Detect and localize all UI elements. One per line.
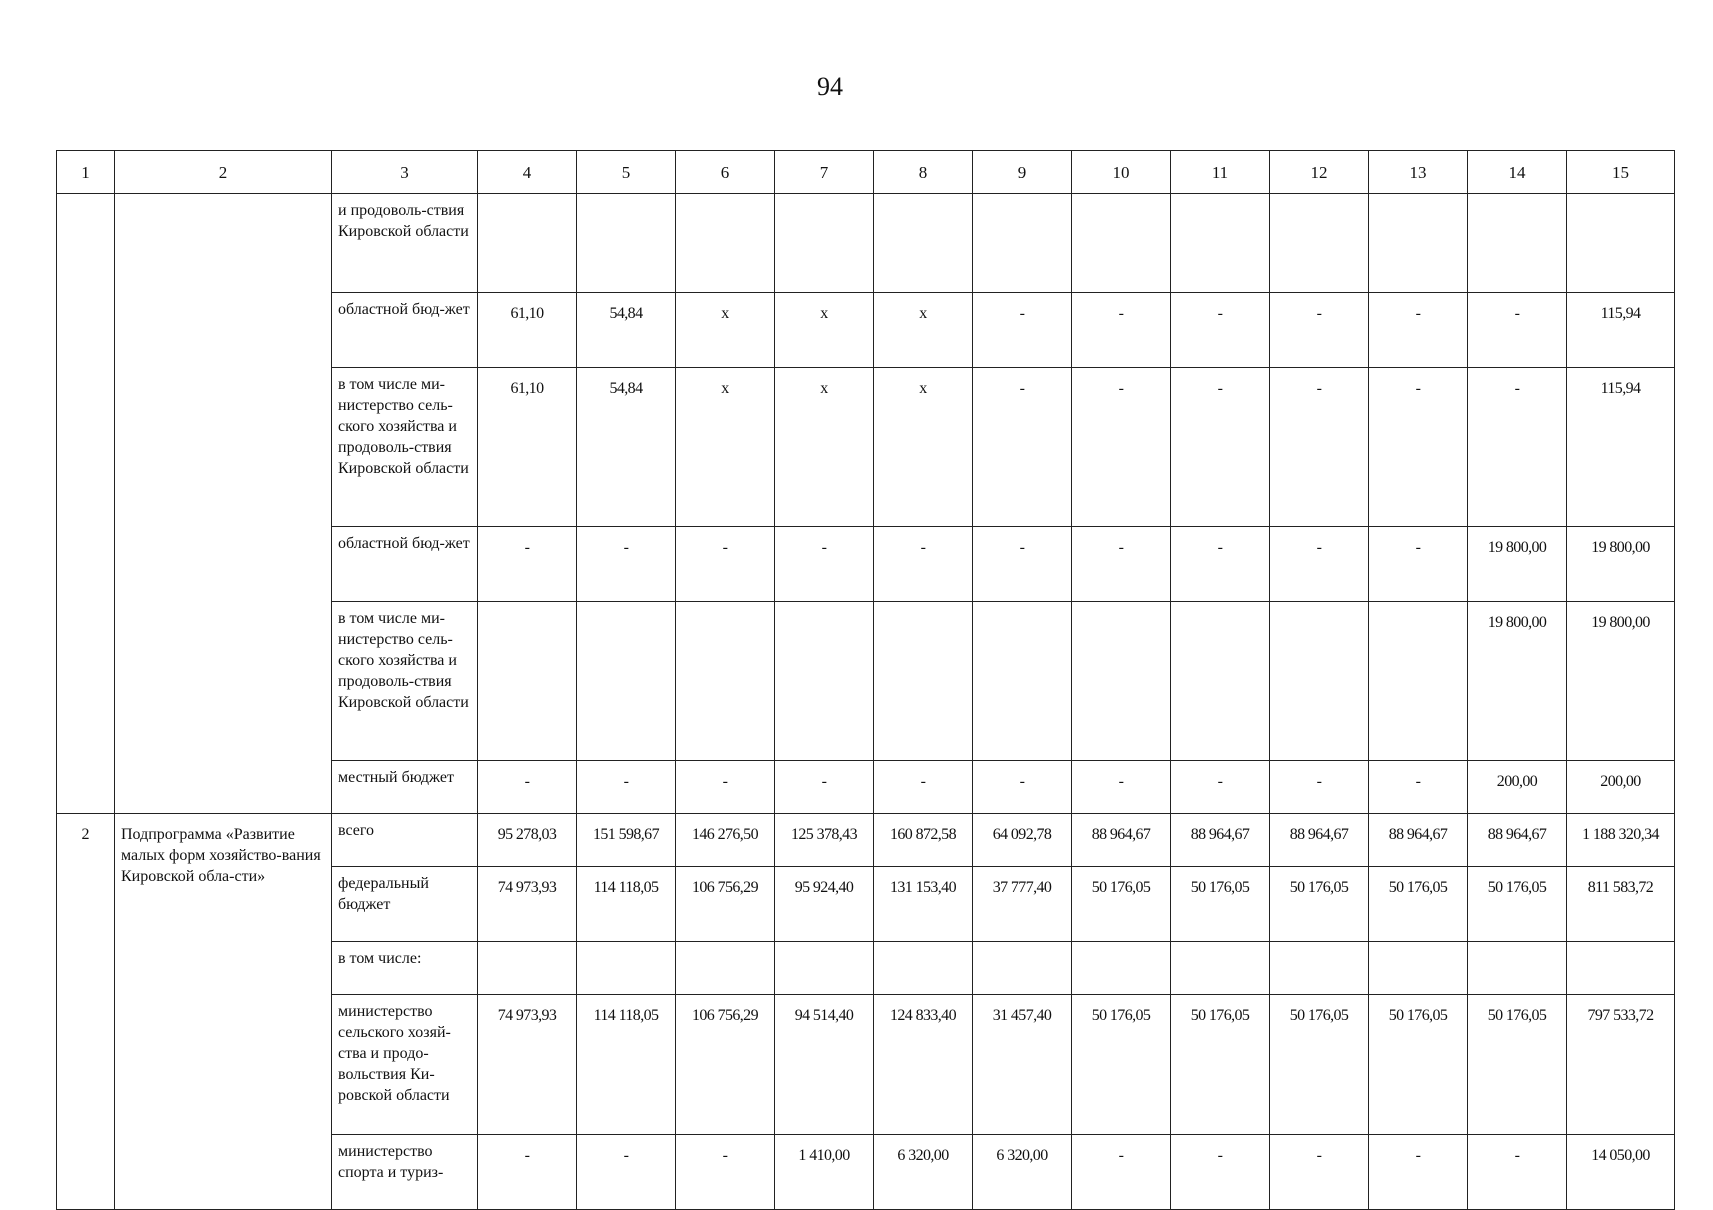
- value-cell: 200,00: [1468, 761, 1567, 814]
- col-header: 14: [1468, 151, 1567, 194]
- value-cell: 50 176,05: [1369, 995, 1468, 1135]
- value-cell: -: [1171, 368, 1270, 527]
- value-cell: -: [1072, 527, 1171, 602]
- table-row: [57, 194, 1675, 293]
- value-cell: -: [577, 527, 676, 602]
- value-cell: 114 118,05: [577, 995, 676, 1135]
- value-cell: 50 176,05: [1270, 867, 1369, 942]
- value-cell: -: [1369, 368, 1468, 527]
- value-cell: 50 176,05: [1171, 867, 1270, 942]
- col-header: 8: [874, 151, 973, 194]
- funding-source-cell: в том числе ми-нистерство сель-ского хозяйства и продоволь-ствия Кировской области: [332, 602, 478, 761]
- value-cell: -: [1171, 761, 1270, 814]
- value-cell: [1072, 602, 1171, 761]
- value-cell: -: [676, 1135, 775, 1210]
- value-cell: 50 176,05: [1270, 995, 1369, 1135]
- value-cell: -: [1171, 527, 1270, 602]
- value-cell: -: [775, 761, 874, 814]
- value-cell: 61,10: [478, 293, 577, 368]
- funding-source-cell: федеральный бюджет: [332, 867, 478, 942]
- value-cell: 125 378,43: [775, 814, 874, 867]
- value-cell: 151 598,67: [577, 814, 676, 867]
- funding-source-cell: областной бюд-жет: [332, 293, 478, 368]
- value-cell: [577, 602, 676, 761]
- value-cell: -: [676, 761, 775, 814]
- value-cell: -: [1270, 527, 1369, 602]
- value-cell: [1171, 942, 1270, 995]
- value-cell: 50 176,05: [1171, 995, 1270, 1135]
- value-cell: [478, 194, 577, 293]
- funding-source-cell: министерство спорта и туриз-: [332, 1135, 478, 1210]
- value-cell: -: [1369, 527, 1468, 602]
- col-header: 2: [115, 151, 332, 194]
- funding-source-cell: в том числе ми-нистерство сель-ского хозяйства и продоволь-ствия Кировской области: [332, 368, 478, 527]
- value-cell: [1567, 942, 1675, 995]
- value-cell: -: [577, 1135, 676, 1210]
- value-cell: 64 092,78: [973, 814, 1072, 867]
- value-cell: -: [478, 761, 577, 814]
- col-header: 9: [973, 151, 1072, 194]
- value-cell: -: [874, 527, 973, 602]
- value-cell: [775, 602, 874, 761]
- value-cell: [973, 602, 1072, 761]
- value-cell: 106 756,29: [676, 995, 775, 1135]
- value-cell: 94 514,40: [775, 995, 874, 1135]
- value-cell: -: [1270, 1135, 1369, 1210]
- value-cell: -: [577, 761, 676, 814]
- value-cell: -: [478, 527, 577, 602]
- value-cell: 95 924,40: [775, 867, 874, 942]
- value-cell: [775, 194, 874, 293]
- value-cell: -: [1171, 1135, 1270, 1210]
- value-cell: -: [1072, 293, 1171, 368]
- value-cell: 6 320,00: [973, 1135, 1072, 1210]
- value-cell: [1369, 942, 1468, 995]
- value-cell: -: [1468, 1135, 1567, 1210]
- col-header: 12: [1270, 151, 1369, 194]
- row-number-cell: [57, 194, 115, 814]
- page-number: 94: [817, 72, 843, 101]
- value-cell: -: [1072, 761, 1171, 814]
- value-cell: 37 777,40: [973, 867, 1072, 942]
- col-header: 4: [478, 151, 577, 194]
- value-cell: 146 276,50: [676, 814, 775, 867]
- value-cell: 54,84: [577, 368, 676, 527]
- value-cell: 1 188 320,34: [1567, 814, 1675, 867]
- value-cell: [1468, 194, 1567, 293]
- value-cell: [1369, 602, 1468, 761]
- funding-source-cell: в том числе:: [332, 942, 478, 995]
- value-cell: [1567, 194, 1675, 293]
- value-cell: -: [478, 1135, 577, 1210]
- value-cell: 50 176,05: [1072, 995, 1171, 1135]
- value-cell: 95 278,03: [478, 814, 577, 867]
- table-row: [57, 814, 1675, 867]
- value-cell: 19 800,00: [1468, 602, 1567, 761]
- funding-source-cell: местный бюджет: [332, 761, 478, 814]
- col-header: 13: [1369, 151, 1468, 194]
- value-cell: -: [1072, 368, 1171, 527]
- value-cell: -: [1468, 368, 1567, 527]
- value-cell: [874, 602, 973, 761]
- funding-source-cell: министерство сельского хозяй-ства и продо-вольствия Ки-ровской области: [332, 995, 478, 1135]
- value-cell: 124 833,40: [874, 995, 973, 1135]
- value-cell: x: [874, 368, 973, 527]
- value-cell: 50 176,05: [1072, 867, 1171, 942]
- value-cell: [478, 942, 577, 995]
- value-cell: -: [973, 527, 1072, 602]
- funding-source-cell: и продоволь-ствия Кировской области: [332, 194, 478, 293]
- header-row: [57, 151, 1675, 194]
- value-cell: 6 320,00: [874, 1135, 973, 1210]
- value-cell: 811 583,72: [1567, 867, 1675, 942]
- value-cell: [1270, 602, 1369, 761]
- value-cell: -: [775, 527, 874, 602]
- value-cell: x: [676, 293, 775, 368]
- budget-table: [56, 150, 1675, 1210]
- value-cell: [775, 942, 874, 995]
- value-cell: 115,94: [1567, 293, 1675, 368]
- value-cell: [577, 194, 676, 293]
- value-cell: 61,10: [478, 368, 577, 527]
- value-cell: 106 756,29: [676, 867, 775, 942]
- value-cell: 19 800,00: [1567, 602, 1675, 761]
- funding-source-cell: всего: [332, 814, 478, 867]
- value-cell: -: [1171, 293, 1270, 368]
- value-cell: 19 800,00: [1567, 527, 1675, 602]
- col-header: 7: [775, 151, 874, 194]
- col-header: 15: [1567, 151, 1675, 194]
- value-cell: -: [676, 527, 775, 602]
- value-cell: [1468, 942, 1567, 995]
- value-cell: -: [973, 293, 1072, 368]
- value-cell: 50 176,05: [1468, 995, 1567, 1135]
- value-cell: -: [874, 761, 973, 814]
- value-cell: 19 800,00: [1468, 527, 1567, 602]
- value-cell: [1072, 942, 1171, 995]
- value-cell: [874, 942, 973, 995]
- value-cell: -: [1369, 1135, 1468, 1210]
- value-cell: -: [1270, 761, 1369, 814]
- value-cell: [973, 942, 1072, 995]
- value-cell: [1171, 602, 1270, 761]
- value-cell: [1270, 194, 1369, 293]
- value-cell: 115,94: [1567, 368, 1675, 527]
- value-cell: [478, 602, 577, 761]
- value-cell: -: [1369, 293, 1468, 368]
- value-cell: -: [973, 761, 1072, 814]
- row-number-cell: 2: [57, 814, 115, 1210]
- value-cell: [676, 602, 775, 761]
- value-cell: -: [1072, 1135, 1171, 1210]
- value-cell: 88 964,67: [1072, 814, 1171, 867]
- value-cell: [973, 194, 1072, 293]
- value-cell: [676, 194, 775, 293]
- col-header: 1: [57, 151, 115, 194]
- col-header: 11: [1171, 151, 1270, 194]
- value-cell: 1 410,00: [775, 1135, 874, 1210]
- value-cell: [676, 942, 775, 995]
- value-cell: 50 176,05: [1468, 867, 1567, 942]
- value-cell: 200,00: [1567, 761, 1675, 814]
- value-cell: 88 964,67: [1468, 814, 1567, 867]
- value-cell: [1171, 194, 1270, 293]
- value-cell: 88 964,67: [1369, 814, 1468, 867]
- value-cell: 14 050,00: [1567, 1135, 1675, 1210]
- value-cell: 54,84: [577, 293, 676, 368]
- funding-source-cell: областной бюд-жет: [332, 527, 478, 602]
- value-cell: 797 533,72: [1567, 995, 1675, 1135]
- value-cell: [1369, 194, 1468, 293]
- value-cell: 114 118,05: [577, 867, 676, 942]
- value-cell: 88 964,67: [1270, 814, 1369, 867]
- value-cell: 74 973,93: [478, 867, 577, 942]
- value-cell: -: [1270, 368, 1369, 527]
- value-cell: 160 872,58: [874, 814, 973, 867]
- col-header: 10: [1072, 151, 1171, 194]
- value-cell: 88 964,67: [1171, 814, 1270, 867]
- value-cell: [1072, 194, 1171, 293]
- value-cell: x: [874, 293, 973, 368]
- program-name-cell: Подпрограмма «Развитие малых форм хозяйство-вания Кировской обла-сти»: [115, 814, 332, 1210]
- value-cell: 74 973,93: [478, 995, 577, 1135]
- value-cell: [577, 942, 676, 995]
- value-cell: [1270, 942, 1369, 995]
- value-cell: x: [775, 293, 874, 368]
- value-cell: -: [1270, 293, 1369, 368]
- value-cell: 50 176,05: [1369, 867, 1468, 942]
- value-cell: x: [676, 368, 775, 527]
- col-header: 3: [332, 151, 478, 194]
- value-cell: 31 457,40: [973, 995, 1072, 1135]
- value-cell: [874, 194, 973, 293]
- value-cell: 131 153,40: [874, 867, 973, 942]
- value-cell: -: [1468, 293, 1567, 368]
- value-cell: x: [775, 368, 874, 527]
- col-header: 5: [577, 151, 676, 194]
- col-header: 6: [676, 151, 775, 194]
- value-cell: -: [973, 368, 1072, 527]
- program-name-cell: [115, 194, 332, 814]
- value-cell: -: [1369, 761, 1468, 814]
